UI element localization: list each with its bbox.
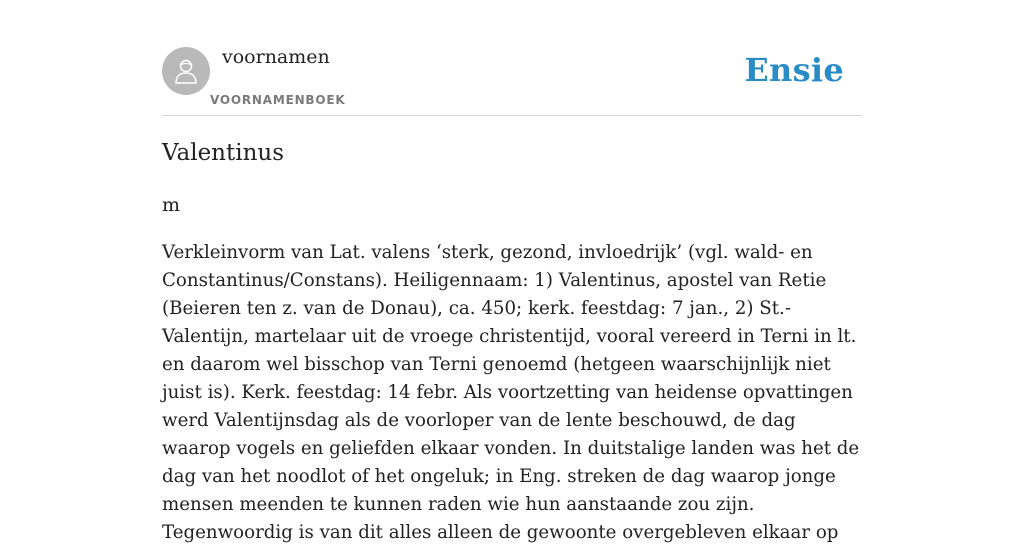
entry-text: Verkleinvorm van Lat. valens ‘sterk, gezond, invloedrijk’ (vgl. wald- en Constantinus/Constans). Heiligennaam: 1) Valentinus, apostel van Retie (Beieren ten z. van de Donau), ca. 450; kerk. feestdag: 7 jan., 2) St.-Valentijn, martelaar uit de vroege christentijd, vooral vereerd in Terni in lt. en daarom wel bisschop van Terni genoemd (hetgeen waarschijnlijk niet juist is). Kerk. feestdag: 14 febr. Als voortzetting van heidense opvattingen werd Valentijnsdag als de voorloper van de lente beschouwd, de dag waarop vogels en geliefden elkaar vonden. In duitstalige landen was het de dag van het noodlot of het ongeluk; in Eng. streken de dag waarop jonge mensen meenden te kunnen raden wie hun aanstaande zou zijn. Tegenwoordig is van dit alles alleen de gewoonte overgebleven elkaar op <box>162 242 860 543</box>
entry-gender: m <box>162 194 181 216</box>
brand-logo[interactable]: Ensie <box>744 51 844 89</box>
source-name[interactable]: VOORNAMENBOEK <box>210 93 346 107</box>
user-icon <box>171 56 201 86</box>
entry-title: Valentinus <box>162 140 285 166</box>
page <box>162 0 862 543</box>
header <box>162 0 862 116</box>
avatar[interactable] <box>162 47 210 95</box>
author-name[interactable]: voornamen <box>222 46 330 68</box>
